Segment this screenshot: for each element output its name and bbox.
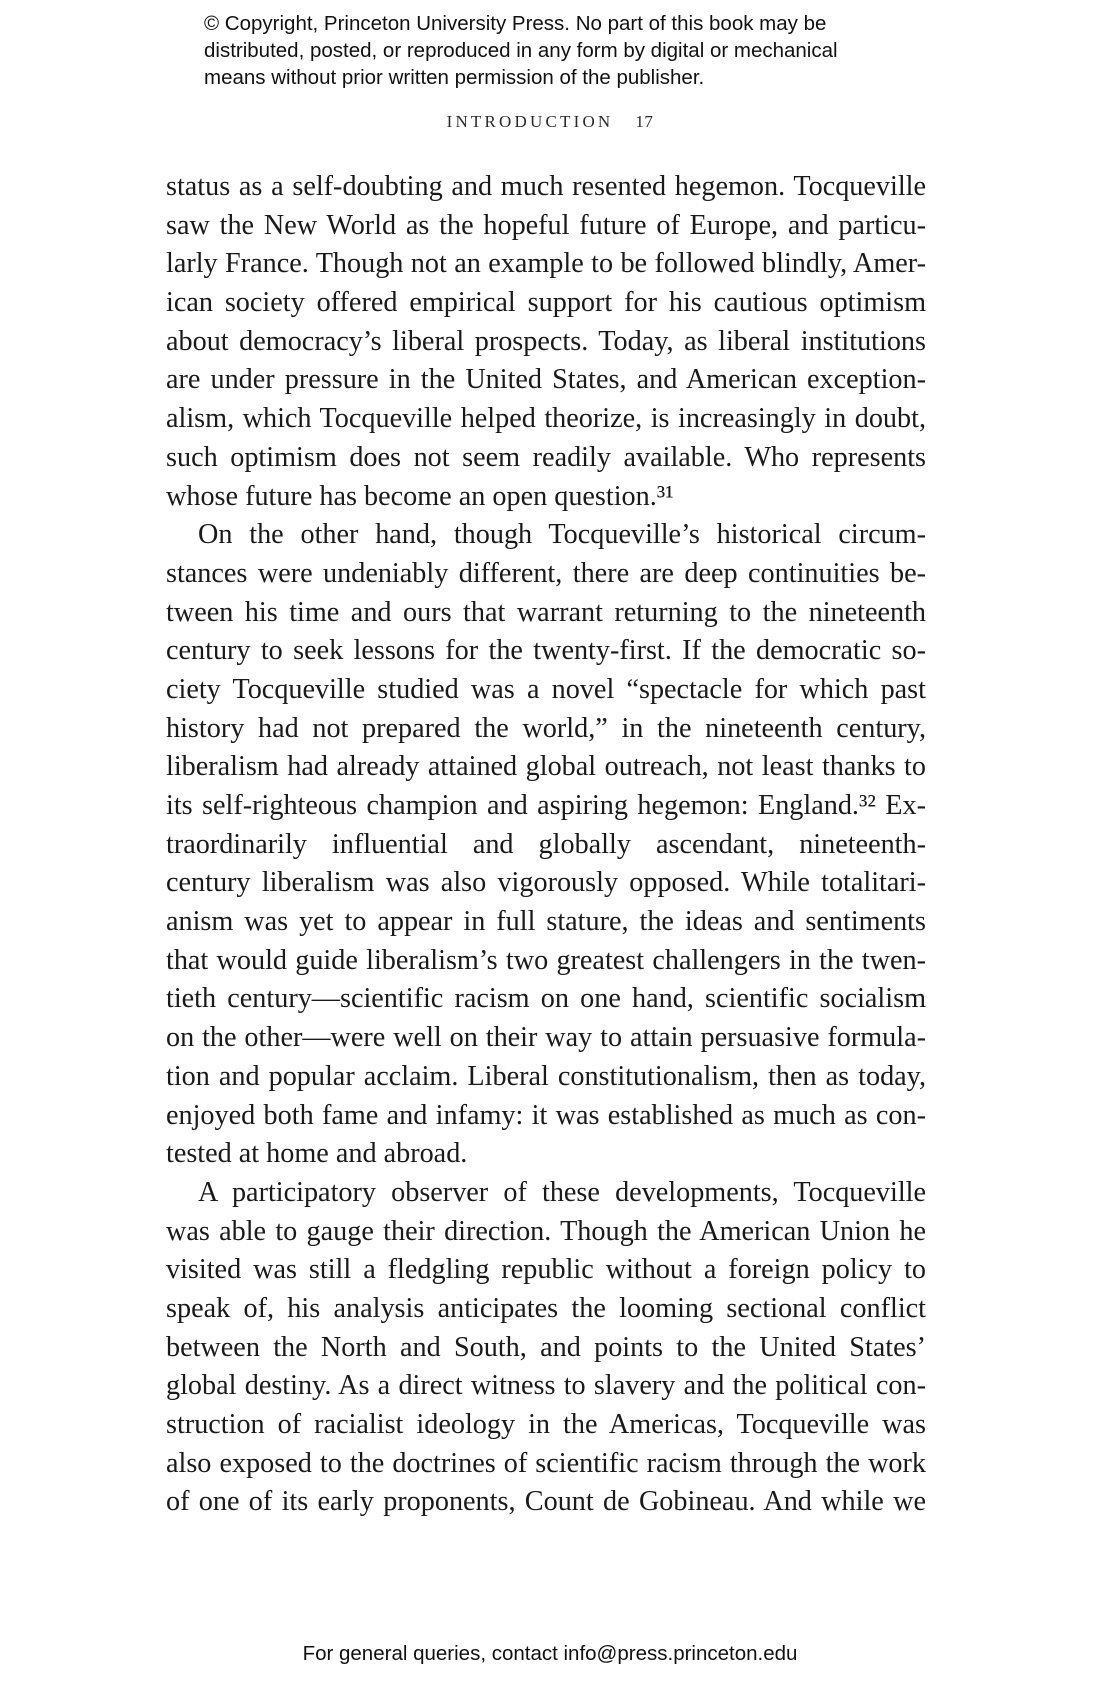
text-line: that would guide liberalism’s two greatest challengers in the twen- bbox=[166, 944, 926, 976]
copyright-line: distributed, posted, or reproduced in any form by digital or mechanical bbox=[204, 39, 838, 62]
text-line: of one of its early proponents, Count de Gobineau. And while we bbox=[166, 1486, 926, 1518]
text-line: was able to gauge their direction. Though the American Union he bbox=[166, 1215, 926, 1247]
running-head-title: INTRODUCTION bbox=[446, 112, 614, 131]
body-text bbox=[166, 168, 926, 1522]
text-line: such optimism does not seem readily available. Who represents bbox=[166, 441, 926, 473]
text-line: also exposed to the doctrines of scientific racism through the work bbox=[166, 1447, 926, 1479]
text-line: between the North and South, and points to the United States’ bbox=[166, 1331, 926, 1363]
text-line: on the other—were well on their way to attain persuasive formula- bbox=[166, 1022, 926, 1054]
running-head bbox=[0, 112, 1100, 132]
footer-contact: For general queries, contact info@press.princeton.edu bbox=[302, 1642, 798, 1665]
text-line: alism, which Tocqueville helped theorize, is increasingly in doubt, bbox=[166, 403, 926, 435]
text-line: saw the New World as the hopeful future of Europe, and particu- bbox=[166, 209, 926, 241]
text-line: A participatory observer of these developments, Tocqueville bbox=[198, 1176, 926, 1208]
text-line: century to seek lessons for the twenty-first. If the democratic so- bbox=[166, 635, 926, 667]
copyright-notice bbox=[204, 10, 924, 91]
text-line: enjoyed both fame and infamy: it was established as much as con- bbox=[166, 1099, 926, 1131]
text-line: struction of racialist ideology in the Americas, Tocqueville was bbox=[166, 1409, 926, 1440]
page-number: 17 bbox=[635, 112, 654, 131]
text-line: tween his time and ours that warrant returning to the nineteenth bbox=[166, 596, 926, 628]
text-line: ciety Tocqueville studied was a novel “spectacle for which past bbox=[166, 673, 926, 705]
text-line: tested at home and abroad. bbox=[166, 1138, 468, 1170]
copyright-line: means without prior written permission of the publisher. bbox=[204, 66, 705, 89]
text-line: ican society offered empirical support for his cautious optimism bbox=[166, 287, 926, 319]
text-line: liberalism had already attained global outreach, not least thanks to bbox=[166, 751, 926, 783]
text-line: its self-righteous champion and aspiring hegemon: England.³² Ex- bbox=[166, 790, 926, 821]
text-line: speak of, his analysis anticipates the looming sectional conflict bbox=[166, 1292, 926, 1324]
text-line: stances were undeniably different, there are deep continuities be- bbox=[166, 557, 926, 589]
text-line: about democracy’s liberal prospects. Today, as liberal institutions bbox=[166, 325, 926, 357]
text-line: history had not prepared the world,” in the nineteenth century, bbox=[166, 712, 926, 744]
text-line: tion and popular acclaim. Liberal constitutionalism, then as today, bbox=[166, 1060, 926, 1092]
text-line: global destiny. As a direct witness to slavery and the political con- bbox=[166, 1370, 926, 1402]
text-line: status as a self-doubting and much resented hegemon. Tocqueville bbox=[166, 171, 926, 202]
text-line: traordinarily influential and globally ascendant, nineteenth- bbox=[166, 828, 926, 860]
text-line: visited was still a fledgling republic without a foreign policy to bbox=[166, 1254, 926, 1286]
text-line: On the other hand, though Tocqueville’s historical circum- bbox=[198, 519, 926, 551]
text-line: whose future has become an open question.³¹ bbox=[166, 480, 674, 512]
text-line: larly France. Though not an example to be followed blindly, Amer- bbox=[166, 248, 926, 280]
text-line: tieth century—scientific racism on one hand, scientific socialism bbox=[166, 983, 926, 1015]
text-line: are under pressure in the United States, and American exception- bbox=[166, 364, 926, 396]
text-line: century liberalism was also vigorously opposed. While totalitari- bbox=[166, 867, 926, 899]
copyright-line: © Copyright, Princeton University Press. No part of this book may be bbox=[204, 12, 827, 35]
text-line: anism was yet to appear in full stature, the ideas and sentiments bbox=[166, 906, 926, 938]
